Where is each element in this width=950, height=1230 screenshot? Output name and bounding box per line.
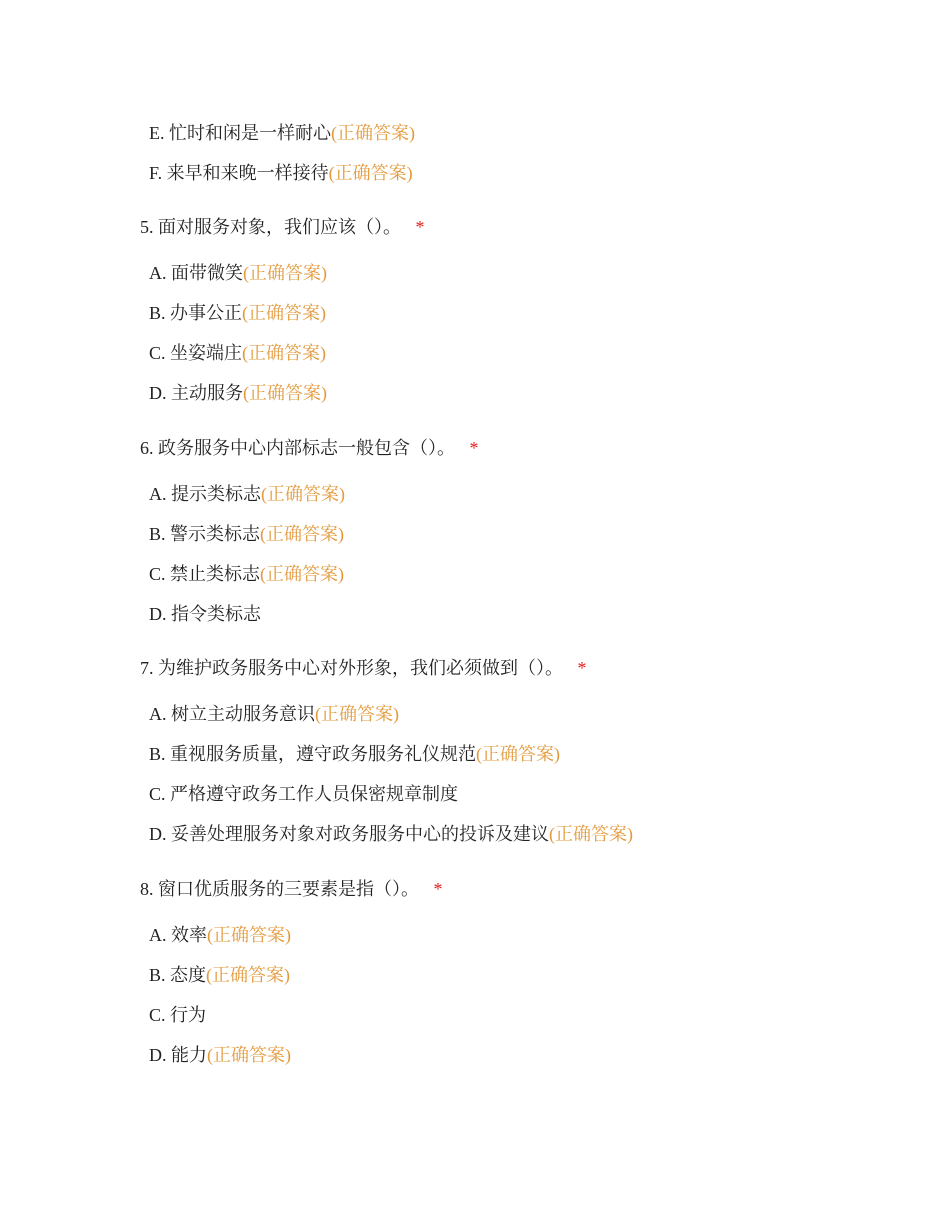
correct-answer-tag: (正确答案) bbox=[331, 123, 415, 143]
option-text: 禁止类标志 bbox=[170, 564, 261, 584]
option-text: 行为 bbox=[170, 1005, 207, 1025]
option-key: C. bbox=[149, 784, 166, 804]
option-8-b bbox=[149, 963, 290, 987]
option-6-a bbox=[149, 482, 345, 506]
option-key: B. bbox=[149, 303, 166, 323]
option-5-c bbox=[149, 341, 326, 365]
question-text: 面对服务对象，我们应该（）。 bbox=[158, 217, 401, 237]
option-text: 态度 bbox=[170, 965, 207, 985]
option-key: F. bbox=[149, 163, 163, 183]
option-text: 提示类标志 bbox=[171, 484, 261, 504]
option-key: A. bbox=[149, 263, 167, 283]
option-text: 警示类标志 bbox=[170, 524, 261, 544]
required-mark: * bbox=[433, 879, 443, 899]
option-key: C. bbox=[149, 343, 166, 363]
option-5-d bbox=[149, 381, 327, 405]
required-mark: * bbox=[469, 438, 479, 458]
option-6-c bbox=[149, 562, 344, 586]
option-5-b bbox=[149, 301, 326, 325]
option-key: A. bbox=[149, 704, 167, 724]
option-key: E. bbox=[149, 123, 165, 143]
correct-answer-tag: (正确答案) bbox=[315, 704, 399, 724]
option-text: 严格遵守政务工作人员保密规章制度 bbox=[170, 784, 459, 804]
question-text: 为维护政务服务中心对外形象，我们必须做到（）。 bbox=[158, 658, 563, 678]
option-text: 忙时和闲是一样耐心 bbox=[169, 123, 331, 143]
option-text: 树立主动服务意识 bbox=[171, 704, 315, 724]
correct-answer-tag: (正确答案) bbox=[243, 383, 327, 403]
correct-answer-tag: (正确答案) bbox=[242, 303, 327, 323]
option-7-a bbox=[149, 702, 399, 726]
option-text: 效率 bbox=[171, 925, 207, 945]
option-4-e bbox=[149, 121, 415, 145]
option-5-a bbox=[149, 261, 327, 285]
option-text: 办事公正 bbox=[170, 303, 243, 323]
option-7-c bbox=[149, 782, 458, 806]
option-text: 坐姿端庄 bbox=[170, 343, 243, 363]
correct-answer-tag: (正确答案) bbox=[261, 484, 345, 504]
option-text: 指令类标志 bbox=[171, 604, 261, 624]
option-key: B. bbox=[149, 744, 166, 764]
option-8-d bbox=[149, 1043, 291, 1067]
correct-answer-tag: (正确答案) bbox=[549, 824, 633, 844]
question-7-title bbox=[140, 656, 587, 680]
option-7-d bbox=[149, 822, 633, 846]
question-number: 6. bbox=[140, 438, 154, 458]
option-text: 来早和来晚一样接待 bbox=[166, 163, 329, 183]
correct-answer-tag: (正确答案) bbox=[242, 343, 327, 363]
option-key: B. bbox=[149, 965, 166, 985]
question-number: 5. bbox=[140, 217, 154, 237]
option-4-f bbox=[149, 161, 413, 185]
option-key: C. bbox=[149, 564, 166, 584]
required-mark: * bbox=[577, 658, 587, 678]
option-key: D. bbox=[149, 1045, 167, 1065]
option-text: 能力 bbox=[171, 1045, 207, 1065]
option-text: 妥善处理服务对象对政务服务中心的投诉及建议 bbox=[171, 824, 549, 844]
option-key: A. bbox=[149, 925, 167, 945]
option-key: A. bbox=[149, 484, 167, 504]
option-text: 重视服务质量，遵守政务服务礼仪规范 bbox=[170, 744, 477, 764]
option-8-c bbox=[149, 1003, 206, 1027]
correct-answer-tag: (正确答案) bbox=[207, 1045, 291, 1065]
correct-answer-tag: (正确答案) bbox=[207, 925, 291, 945]
question-8-title bbox=[140, 877, 443, 901]
option-text: 面带微笑 bbox=[171, 263, 243, 283]
option-6-d bbox=[149, 602, 261, 626]
option-key: C. bbox=[149, 1005, 166, 1025]
correct-answer-tag: (正确答案) bbox=[328, 163, 413, 183]
option-key: D. bbox=[149, 383, 167, 403]
option-8-a bbox=[149, 923, 291, 947]
option-7-b bbox=[149, 742, 560, 766]
option-key: B. bbox=[149, 524, 166, 544]
option-key: D. bbox=[149, 604, 167, 624]
correct-answer-tag: (正确答案) bbox=[206, 965, 291, 985]
correct-answer-tag: (正确答案) bbox=[260, 524, 345, 544]
question-text: 窗口优质服务的三要素是指（）。 bbox=[158, 879, 419, 899]
question-number: 7. bbox=[140, 658, 154, 678]
question-5-title bbox=[140, 215, 425, 239]
question-text: 政务服务中心内部标志一般包含（）。 bbox=[158, 438, 455, 458]
question-number: 8. bbox=[140, 879, 154, 899]
option-text: 主动服务 bbox=[171, 383, 243, 403]
required-mark: * bbox=[415, 217, 425, 237]
question-6-title bbox=[140, 436, 479, 460]
correct-answer-tag: (正确答案) bbox=[476, 744, 561, 764]
option-6-b bbox=[149, 522, 344, 546]
correct-answer-tag: (正确答案) bbox=[243, 263, 327, 283]
correct-answer-tag: (正确答案) bbox=[260, 564, 345, 584]
option-key: D. bbox=[149, 824, 167, 844]
